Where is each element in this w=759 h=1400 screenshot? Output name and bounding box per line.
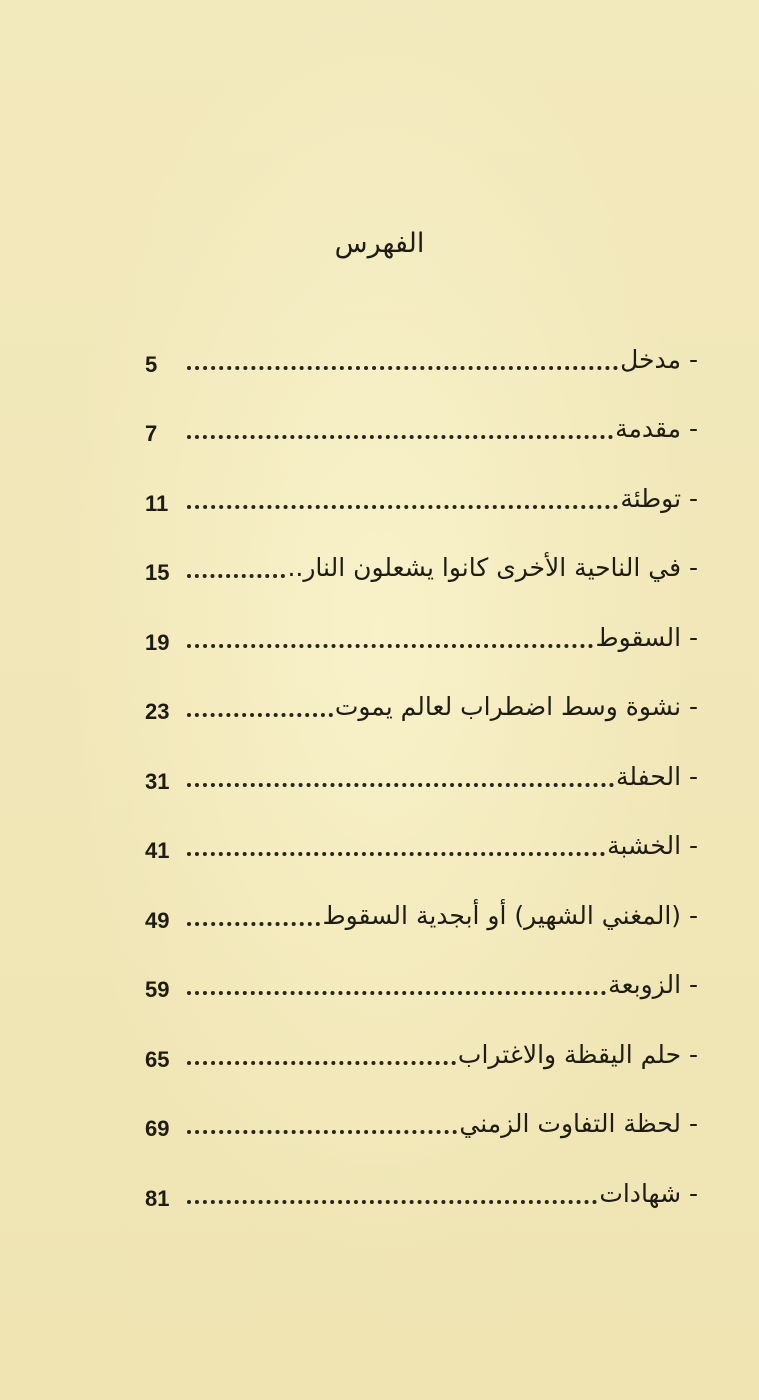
toc-entry-title: - في الناحية الأخرى كانوا يشعلون النار.. [287, 553, 698, 582]
page-title: الفهرس [334, 228, 425, 259]
toc-entry [145, 312, 698, 382]
dot-leader [187, 435, 613, 439]
dot-leader [187, 922, 320, 926]
toc-entry [145, 938, 698, 1008]
toc-entry-title: - السقوط [595, 622, 698, 652]
toc-entry-page: 65 [145, 1046, 170, 1072]
toc-entry-title: - الزوبعة [608, 970, 698, 999]
toc-entry-page: 49 [145, 907, 170, 933]
toc-entry-title: - شهادات [599, 1178, 698, 1208]
dot-leader [187, 852, 605, 856]
dot-leader [187, 783, 614, 787]
toc-entry [145, 382, 698, 452]
toc-entry-page: 7 [145, 421, 158, 446]
toc-entry-page: 19 [145, 629, 170, 655]
toc-entry-page: 23 [145, 699, 170, 724]
toc-entry-page: 81 [145, 1185, 170, 1211]
toc-entry-page: 41 [145, 838, 170, 863]
toc-entry-title: - نشوة وسط اضطراب لعالم يموت [334, 692, 698, 721]
toc-entry [145, 451, 698, 521]
toc-entry [145, 1077, 698, 1147]
dot-leader [187, 991, 606, 995]
toc-entry-title: - مدخل [620, 344, 698, 374]
toc-entry [145, 799, 698, 869]
toc-entry-title: - لحظة التفاوت الزمني [459, 1109, 698, 1138]
dot-leader [187, 366, 618, 370]
toc-entry [145, 660, 698, 730]
toc-entry-page: 15 [145, 560, 170, 585]
dot-leader [187, 1061, 456, 1065]
toc-entry-title: - الحفلة [616, 761, 698, 791]
toc-entry [145, 590, 698, 660]
toc-entry-page: 69 [145, 1116, 170, 1141]
toc-entry-page: 31 [145, 768, 170, 794]
toc-entry [145, 1007, 698, 1077]
dot-leader [187, 713, 333, 717]
toc-entry [145, 868, 698, 938]
dot-leader [187, 644, 593, 648]
toc-entry-title: - توطئة [620, 483, 698, 513]
toc-entry-title: - حلم اليقظة والاغتراب [457, 1039, 698, 1069]
dot-leader [187, 1200, 597, 1204]
toc-entry [145, 1146, 698, 1216]
toc-entry-page: 59 [145, 977, 170, 1002]
dot-leader [187, 574, 285, 578]
dot-leader [187, 505, 618, 509]
table-of-contents [145, 312, 698, 1216]
toc-entry-title: - (المغني الشهير) أو أبجدية السقوط [322, 900, 698, 930]
toc-entry [145, 521, 698, 591]
toc-entry-title: - مقدمة [615, 414, 698, 443]
toc-entry [145, 729, 698, 799]
toc-entry-page: 11 [145, 490, 169, 516]
toc-entry-page: 5 [145, 351, 158, 377]
dot-leader [187, 1130, 457, 1134]
toc-entry-title: - الخشبة [607, 831, 698, 860]
